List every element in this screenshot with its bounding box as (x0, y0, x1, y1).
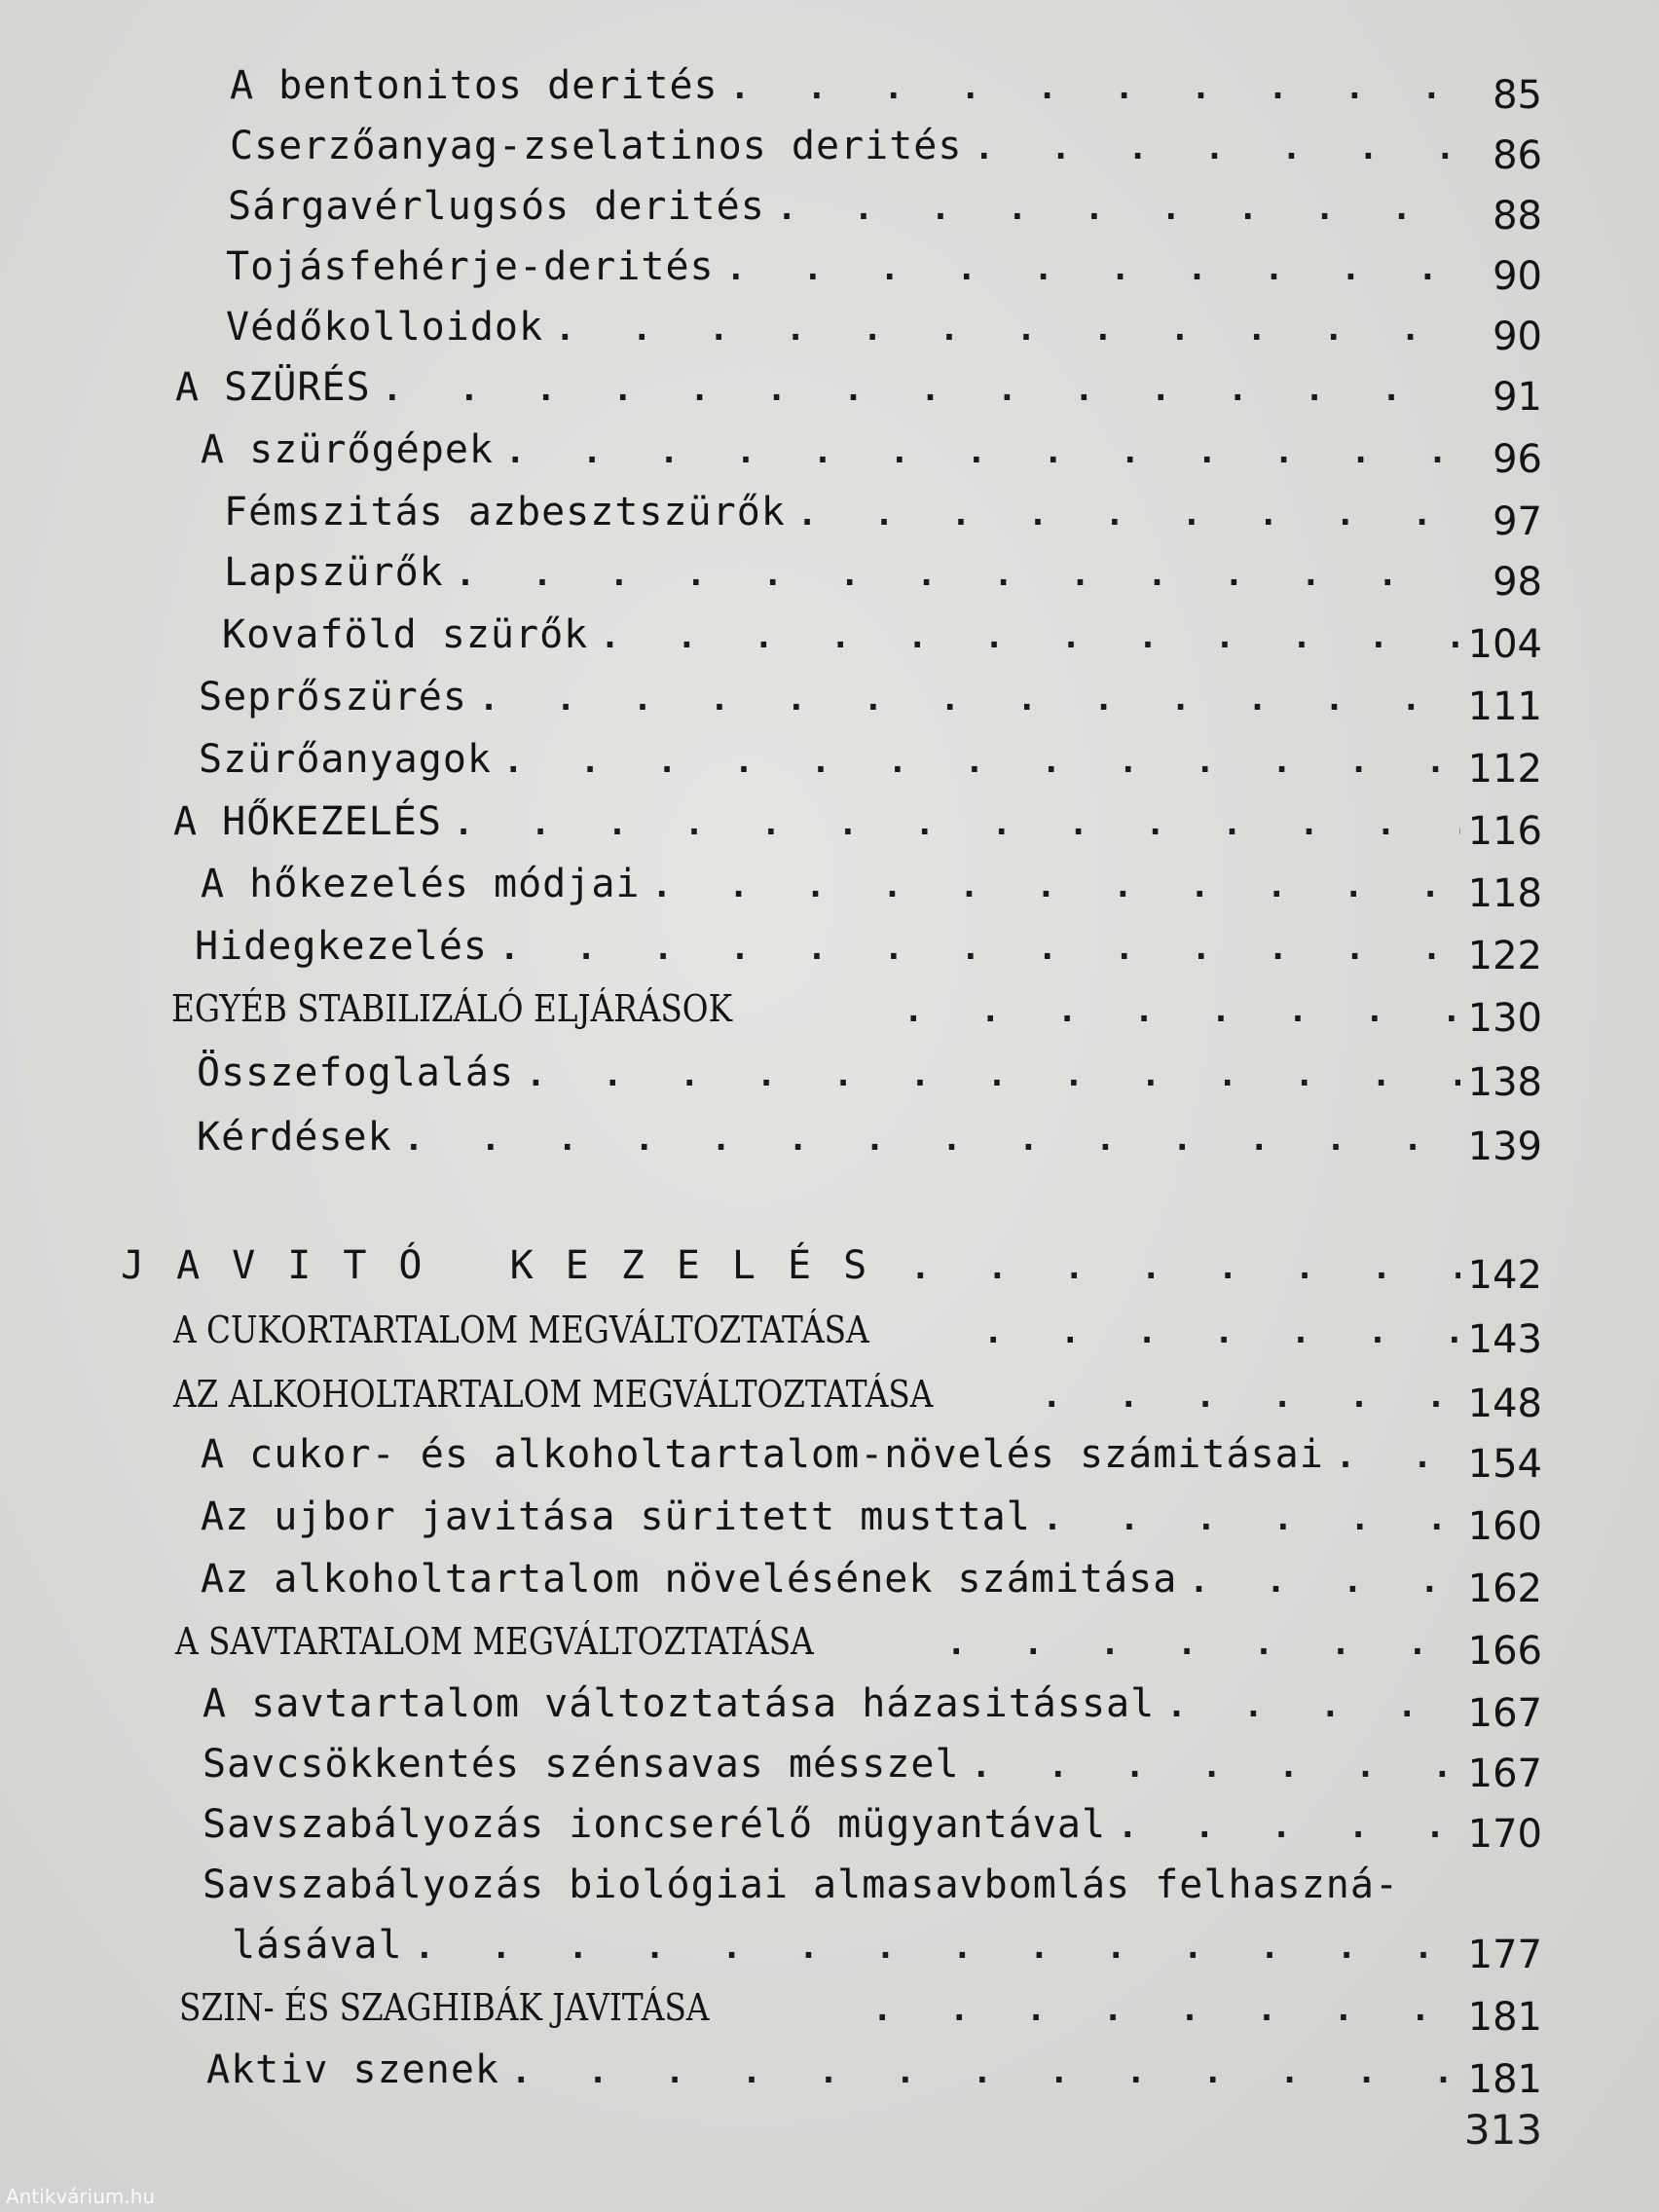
toc-entry (173, 794, 1542, 854)
toc-entry-page: 160 (1467, 1504, 1542, 1549)
toc-entry-title: Védőkolloidok (226, 305, 544, 350)
toc-entry-page: 139 (1467, 1124, 1542, 1169)
toc-entry (206, 2043, 1542, 2102)
toc-entry-title: A HŐKEZELÉS (173, 799, 442, 844)
dot-leader (892, 983, 1460, 1038)
toc-entry-page: 138 (1467, 1060, 1542, 1105)
dot-leader (715, 241, 1460, 296)
dot-leader (719, 60, 1460, 115)
toc-entry (230, 58, 1542, 118)
toc-entry (173, 1303, 1542, 1362)
dot-leader (786, 487, 1460, 541)
toc-entry-page: 162 (1467, 1567, 1542, 1611)
toc-entry-page: 142 (1467, 1253, 1542, 1298)
toc-entry (199, 670, 1542, 729)
toc-entry (203, 1797, 1542, 1857)
toc-entry-page: 85 (1493, 73, 1542, 118)
toc-entry (224, 485, 1542, 544)
toc-entry-page: 116 (1467, 809, 1542, 854)
toc-entry (201, 1427, 1542, 1487)
toc-entry-page: 148 (1467, 1382, 1542, 1426)
toc-entry (197, 1110, 1542, 1169)
toc-entry-page: 122 (1467, 934, 1542, 978)
toc-entry-title: A SZÜRÉS (175, 365, 371, 410)
toc-entry (179, 1980, 1542, 2040)
toc-entry-page: 90 (1493, 314, 1542, 359)
toc-chapter-title: JAVITÓ KEZELÉS (121, 1243, 900, 1288)
dot-leader (392, 1112, 1460, 1166)
toc-entry (203, 1737, 1542, 1796)
toc-entry-title: A cukor- és alkoholtartalom-növelés számitásai (201, 1432, 1324, 1477)
dot-leader (499, 2045, 1460, 2099)
dot-leader (972, 1305, 1460, 1359)
toc-entry-page: 166 (1467, 1629, 1542, 1674)
toc-entry-page: 143 (1467, 1317, 1542, 1362)
toc-entry (195, 919, 1542, 978)
page-number: 313 (1463, 2106, 1542, 2154)
toc-entry-title: SZIN- ÉS SZAGHIBÁK JAVITÁSA (179, 1986, 710, 2029)
dot-leader (1324, 1429, 1460, 1484)
toc-entry-page: 154 (1467, 1442, 1542, 1487)
toc-entry-title: lásával (232, 1923, 403, 1968)
toc-entry (197, 1046, 1542, 1105)
toc-entry-title: Seprőszürés (199, 675, 467, 719)
toc-entry-page: 97 (1493, 499, 1542, 544)
watermark: Antikvárium.hu (6, 2185, 156, 2208)
toc-entry (222, 608, 1542, 667)
toc-entry-page: 91 (1493, 375, 1542, 420)
toc-entry-title: A bentonitos derités (230, 63, 719, 108)
toc-entry-continuation (232, 1918, 1542, 1977)
dot-leader (1030, 1369, 1460, 1423)
toc-entry-page: 181 (1467, 2057, 1542, 2102)
toc-entry-page: 96 (1493, 437, 1542, 482)
toc-entry-title: Kérdések (197, 1115, 392, 1160)
toc-entry-title: EGYÉB STABILIZÁLÓ ELJÁRÁSOK (171, 987, 733, 1030)
dot-leader (861, 1982, 1460, 2037)
toc-entry-page: 88 (1493, 194, 1542, 239)
dot-leader (588, 609, 1460, 664)
dot-leader (765, 181, 1460, 236)
toc-entry-title: Savszabályozás ioncserélő mügyantával (203, 1802, 1107, 1847)
toc-entry (226, 300, 1542, 359)
toc-entry-title: A SAVTARTALOM MEGVÁLTOZTATÁSA (175, 1620, 814, 1663)
toc-entry-page: 90 (1493, 254, 1542, 299)
dot-leader (467, 672, 1460, 726)
toc-entry (228, 179, 1542, 239)
toc-entry (171, 981, 1542, 1041)
toc-entry-title: Kovaföld szürők (222, 612, 589, 657)
dot-leader (543, 302, 1460, 356)
toc-entry (201, 1490, 1542, 1549)
dot-leader (494, 424, 1460, 479)
dot-leader (1177, 1554, 1460, 1608)
toc-entry-title: Hidegkezelés (195, 924, 488, 969)
toc-entry (201, 857, 1542, 916)
toc-entry (230, 119, 1542, 178)
toc-entry-page: 104 (1467, 622, 1542, 667)
toc-entry-title: Aktiv szenek (206, 2047, 499, 2092)
dot-leader (403, 1920, 1460, 1974)
toc-entry (201, 423, 1542, 482)
toc-entry-title: A hőkezelés módjai (201, 862, 641, 906)
toc-entry-page: 167 (1467, 1691, 1542, 1736)
toc-entry-page: 111 (1467, 684, 1542, 729)
dot-leader (960, 1739, 1460, 1793)
dot-leader (640, 859, 1460, 913)
toc-entry (201, 1552, 1542, 1611)
toc-entry-title: Sárgavérlugsós derités (228, 184, 765, 229)
dot-leader (1031, 1492, 1460, 1546)
toc-entry-page: 86 (1493, 133, 1542, 178)
toc-entry-title: Cserzőanyag-zselatinos derités (230, 124, 963, 168)
toc-entry-title: Savcsökkentés szénsavas mésszel (203, 1742, 960, 1787)
dot-leader (444, 547, 1460, 602)
toc-entry-page: 118 (1467, 871, 1542, 916)
toc-entry (203, 1677, 1542, 1736)
toc-entry-title: Az ujbor javitása süritett musttal (201, 1494, 1031, 1539)
dot-leader (488, 921, 1460, 976)
dot-leader (935, 1616, 1460, 1671)
toc-entry-title: Szürőanyagok (199, 737, 492, 782)
toc-entry-page: 112 (1467, 747, 1542, 792)
toc-entry-title: Savszabályozás biológiai almasavbomlás felhaszná- (203, 1862, 1400, 1907)
toc-entry (226, 240, 1542, 299)
toc-entry-page: 170 (1467, 1812, 1542, 1857)
toc-chapter (121, 1238, 1542, 1298)
toc-entry-title: Összefoglalás (197, 1051, 515, 1095)
dot-leader (962, 121, 1460, 175)
dot-leader (899, 1240, 1460, 1295)
toc-entry (199, 732, 1542, 792)
dot-leader (1155, 1678, 1460, 1733)
dot-leader (442, 796, 1460, 851)
toc-entry-title: A CUKORTARTALOM MEGVÁLTOZTATÁSA (173, 1309, 869, 1351)
toc-entry (175, 360, 1542, 420)
toc-entry-page: 98 (1493, 560, 1542, 605)
dot-leader (1106, 1799, 1460, 1854)
toc-entry-page: 181 (1467, 1995, 1542, 2040)
toc-entry-title: Lapszürők (224, 550, 444, 595)
toc-entry-title: Az alkoholtartalom növelésének számitása (201, 1557, 1178, 1602)
toc-entry-title: AZ ALKOHOLTARTALOM MEGVÁLTOZTATÁSA (173, 1373, 934, 1416)
toc-entry-title: A savtartalom változtatása házasitással (203, 1681, 1156, 1726)
toc-entry-title: A szürőgépek (201, 427, 494, 472)
dot-leader (514, 1048, 1460, 1102)
toc-entry (175, 1614, 1542, 1674)
toc-entry (224, 545, 1542, 605)
toc-entry (203, 1858, 1542, 1912)
dot-leader (371, 362, 1460, 417)
dot-leader (492, 734, 1460, 789)
toc-entry-page: 130 (1467, 996, 1542, 1041)
toc-entry-page: 167 (1467, 1751, 1542, 1796)
toc-entry-page: 177 (1467, 1933, 1542, 1977)
toc-entry-title: Tojásfehérje-derités (226, 244, 715, 289)
toc-entry (173, 1367, 1542, 1426)
toc-entry-title: Fémszitás azbesztszürők (224, 490, 786, 535)
